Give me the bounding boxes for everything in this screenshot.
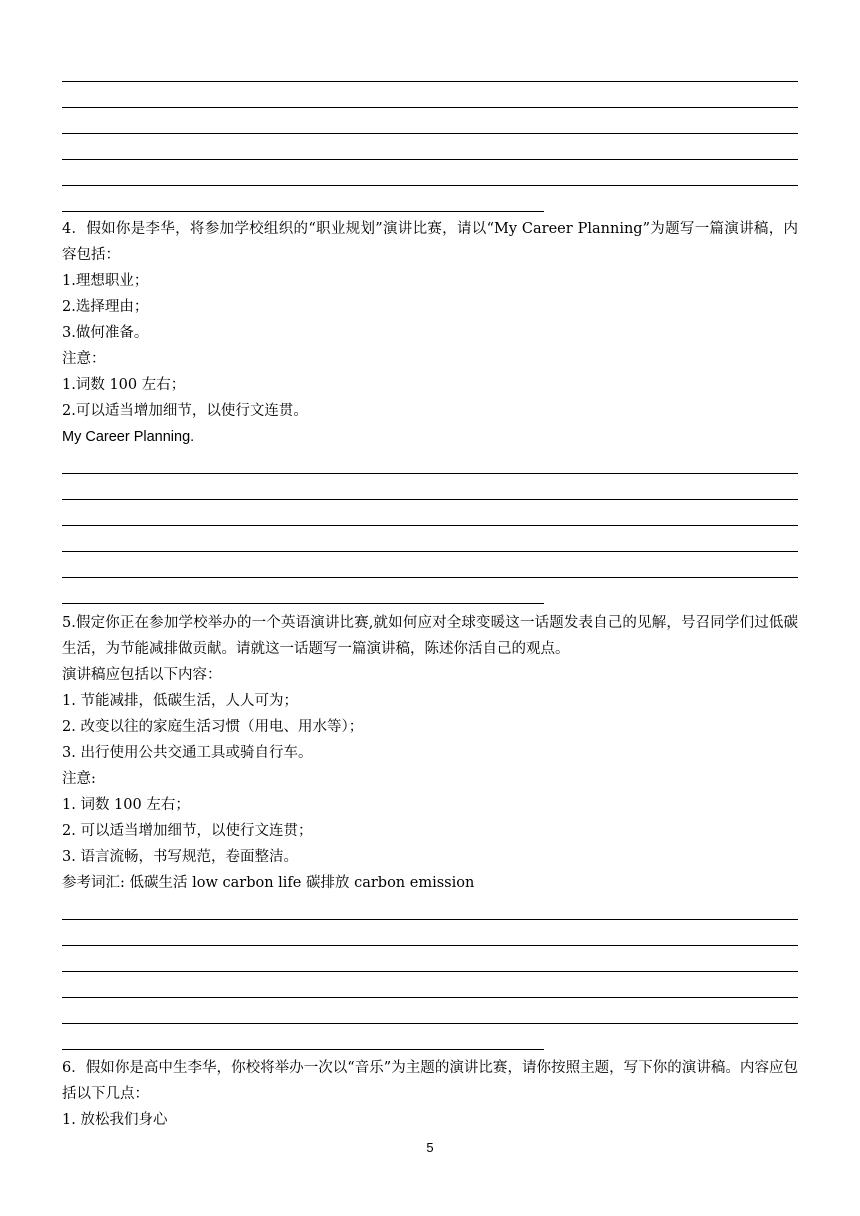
answer-line xyxy=(62,920,798,946)
answer-lines-q5 xyxy=(62,894,798,1050)
answer-line xyxy=(62,500,798,526)
answer-lines-q4 xyxy=(62,448,798,604)
list-item: 3. 出行使用公共交通工具或骑自行车。 xyxy=(62,745,313,761)
list-item: 2. 改变以往的家庭生活习惯（用电、用水等）； xyxy=(62,719,364,735)
note-title: 注意： xyxy=(62,351,106,367)
answer-line-short xyxy=(62,1024,544,1050)
question-5-prompt: 5.假定你正在参加学校举办的一个英语演讲比赛,就如何应对全球变暖这一话题发表自己的见解，号召同学们过低碳生活，为节能减排做贡献。请就这一话题写一篇演讲稿，陈述你活自己的观点。 xyxy=(62,615,798,657)
question-6-prompt: 6．假如你是高中生李华，你校将举办一次以“音乐”为主题的演讲比赛，请你按照主题，写下你的演讲稿。内容应包括以下几点： xyxy=(62,1060,798,1102)
list-item: 1.理想职业； xyxy=(62,273,149,289)
note-item: 3. 语言流畅，书写规范，卷面整洁。 xyxy=(62,849,298,865)
question-4 xyxy=(62,216,798,450)
answer-line xyxy=(62,160,798,186)
answer-line xyxy=(62,972,798,998)
note-item: 2. 可以适当增加细节，以使行文连贯； xyxy=(62,823,313,839)
reference-vocabulary: 参考词汇: 低碳生活 low carbon life 碳排放 carbon emission xyxy=(62,875,475,891)
essay-title: My Career Planning. xyxy=(62,429,195,445)
list-item: 1. 放松我们身心 xyxy=(62,1112,168,1128)
answer-line xyxy=(62,108,798,134)
answer-lines-q3 xyxy=(62,56,798,212)
answer-line xyxy=(62,552,798,578)
question-5-intro: 演讲稿应包括以下内容： xyxy=(62,667,222,683)
list-item: 1. 节能减排，低碳生活，人人可为； xyxy=(62,693,298,709)
question-5 xyxy=(62,610,798,896)
answer-line xyxy=(62,946,798,972)
answer-line xyxy=(62,526,798,552)
list-item: 2.选择理由； xyxy=(62,299,149,315)
answer-line xyxy=(62,474,798,500)
document-page xyxy=(62,0,798,1216)
list-item: 3.做何准备。 xyxy=(62,325,149,341)
answer-line xyxy=(62,134,798,160)
question-4-prompt: 4．假如你是李华，将参加学校组织的“职业规划”演讲比赛，请以“My Career Planning”为题写一篇演讲稿，内容包括： xyxy=(62,221,798,263)
page-number: 5 xyxy=(426,1140,434,1155)
answer-line xyxy=(62,56,798,82)
question-6 xyxy=(62,1055,798,1133)
answer-line-short xyxy=(62,578,544,604)
answer-line-short xyxy=(62,186,544,212)
note-title: 注意: xyxy=(62,771,96,787)
note-item: 1.词数 100 左右； xyxy=(62,377,186,393)
note-item: 2.可以适当增加细节，以使行文连贯。 xyxy=(62,403,308,419)
answer-line xyxy=(62,82,798,108)
answer-line xyxy=(62,998,798,1024)
answer-line xyxy=(62,448,798,474)
answer-line xyxy=(62,894,798,920)
note-item: 1. 词数 100 左右； xyxy=(62,797,190,813)
